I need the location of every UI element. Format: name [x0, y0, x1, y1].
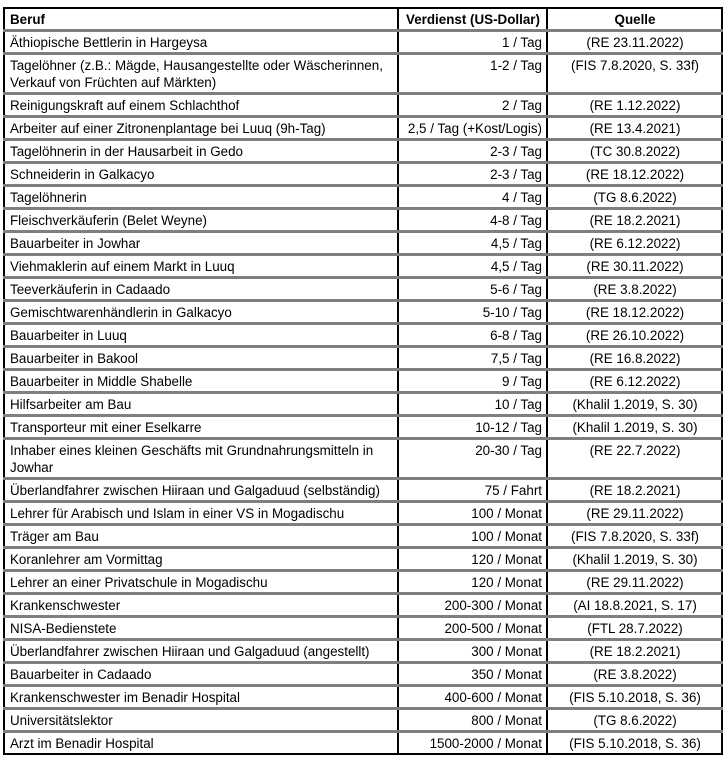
- cell-verdienst: 20-30 / Tag: [398, 439, 547, 479]
- table-row: [4, 140, 722, 163]
- cell-quelle: (Khalil 1.2019, S. 30): [547, 416, 722, 439]
- cell-verdienst: 9 / Tag: [398, 370, 547, 393]
- cell-beruf: Lehrer an einer Privatschule in Mogadischu: [4, 571, 398, 594]
- cell-verdienst: 7,5 / Tag: [398, 347, 547, 370]
- cell-quelle: (FIS 7.8.2020, S. 33f): [547, 525, 722, 548]
- cell-beruf: Krankenschwester: [4, 594, 398, 617]
- cell-beruf: Hilfsarbeiter am Bau: [4, 393, 398, 416]
- cell-beruf: Bauarbeiter in Middle Shabelle: [4, 370, 398, 393]
- cell-verdienst: 75 / Fahrt: [398, 479, 547, 502]
- cell-beruf: Tagelöhnerin in der Hausarbeit in Gedo: [4, 140, 398, 163]
- cell-beruf: Bauarbeiter in Luuq: [4, 324, 398, 347]
- table-row: [4, 439, 722, 479]
- cell-quelle: (FIS 5.10.2018, S. 36): [547, 732, 722, 755]
- cell-verdienst: 2,5 / Tag (+Kost/Logis): [398, 117, 547, 140]
- cell-verdienst: 350 / Monat: [398, 663, 547, 686]
- table-row: [4, 479, 722, 502]
- cell-beruf: Bauarbeiter in Bakool: [4, 347, 398, 370]
- cell-verdienst: 6-8 / Tag: [398, 324, 547, 347]
- cell-verdienst: 300 / Monat: [398, 640, 547, 663]
- cell-beruf: Reinigungskraft auf einem Schlachthof: [4, 94, 398, 117]
- table-row: [4, 255, 722, 278]
- cell-quelle: (AI 18.8.2021, S. 17): [547, 594, 722, 617]
- table-row: [4, 548, 722, 571]
- cell-verdienst: 800 / Monat: [398, 709, 547, 732]
- cell-verdienst: 200-300 / Monat: [398, 594, 547, 617]
- cell-quelle: (RE 1.12.2022): [547, 94, 722, 117]
- cell-quelle: (RE 29.11.2022): [547, 571, 722, 594]
- cell-quelle: (RE 18.2.2021): [547, 640, 722, 663]
- cell-beruf: Träger am Bau: [4, 525, 398, 548]
- cell-beruf: Bauarbeiter in Cadaado: [4, 663, 398, 686]
- cell-beruf: Lehrer für Arabisch und Islam in einer VS in Mogadischu: [4, 502, 398, 525]
- table-row: [4, 594, 722, 617]
- table-row: [4, 663, 722, 686]
- cell-quelle: (RE 18.12.2022): [547, 301, 722, 324]
- table-row: [4, 94, 722, 117]
- cell-verdienst: 5-10 / Tag: [398, 301, 547, 324]
- column-header-beruf: Beruf: [4, 8, 398, 31]
- cell-quelle: (TG 8.6.2022): [547, 709, 722, 732]
- table-row: [4, 416, 722, 439]
- cell-verdienst: 100 / Monat: [398, 502, 547, 525]
- cell-quelle: (Khalil 1.2019, S. 30): [547, 393, 722, 416]
- cell-beruf: Universitätslektor: [4, 709, 398, 732]
- cell-verdienst: 120 / Monat: [398, 571, 547, 594]
- table-row: [4, 686, 722, 709]
- table-row: [4, 732, 722, 755]
- cell-verdienst: 2-3 / Tag: [398, 163, 547, 186]
- cell-verdienst: 200-500 / Monat: [398, 617, 547, 640]
- cell-verdienst: 2 / Tag: [398, 94, 547, 117]
- cell-verdienst: 1 / Tag: [398, 31, 547, 54]
- cell-verdienst: 4,5 / Tag: [398, 255, 547, 278]
- column-header-verdienst: Verdienst (US-Dollar): [398, 8, 547, 31]
- cell-verdienst: 400-600 / Monat: [398, 686, 547, 709]
- table-row: [4, 502, 722, 525]
- cell-beruf: Transporteur mit einer Eselkarre: [4, 416, 398, 439]
- cell-quelle: (RE 26.10.2022): [547, 324, 722, 347]
- cell-quelle: (TC 30.8.2022): [547, 140, 722, 163]
- cell-beruf: Tagelöhnerin: [4, 186, 398, 209]
- cell-verdienst: 1-2 / Tag: [398, 54, 547, 94]
- table-row: [4, 31, 722, 54]
- cell-beruf: Arbeiter auf einer Zitronenplantage bei Luuq (9h-Tag): [4, 117, 398, 140]
- cell-verdienst: 4-8 / Tag: [398, 209, 547, 232]
- cell-beruf: Krankenschwester im Benadir Hospital: [4, 686, 398, 709]
- cell-beruf: Bauarbeiter in Jowhar: [4, 232, 398, 255]
- table-row: [4, 571, 722, 594]
- table-row: [4, 324, 722, 347]
- column-header-quelle: Quelle: [547, 8, 722, 31]
- table-row: [4, 347, 722, 370]
- table-row: [4, 640, 722, 663]
- table-row: [4, 186, 722, 209]
- cell-quelle: (RE 23.11.2022): [547, 31, 722, 54]
- cell-verdienst: 10-12 / Tag: [398, 416, 547, 439]
- cell-verdienst: 5-6 / Tag: [398, 278, 547, 301]
- cell-quelle: (RE 16.8.2022): [547, 347, 722, 370]
- cell-beruf: Schneiderin in Galkacyo: [4, 163, 398, 186]
- cell-verdienst: 2-3 / Tag: [398, 140, 547, 163]
- cell-quelle: (RE 18.12.2022): [547, 163, 722, 186]
- cell-quelle: (RE 3.8.2022): [547, 663, 722, 686]
- table-row: [4, 709, 722, 732]
- cell-quelle: (RE 13.4.2021): [547, 117, 722, 140]
- table-row: [4, 393, 722, 416]
- cell-quelle: (RE 6.12.2022): [547, 370, 722, 393]
- table-row: [4, 370, 722, 393]
- cell-beruf: Gemischtwarenhändlerin in Galkacyo: [4, 301, 398, 324]
- cell-quelle: (RE 18.2.2021): [547, 479, 722, 502]
- table-row: [4, 54, 722, 94]
- cell-quelle: (RE 6.12.2022): [547, 232, 722, 255]
- cell-quelle: (FIS 7.8.2020, S. 33f): [547, 54, 722, 94]
- cell-beruf: NISA-Bedienstete: [4, 617, 398, 640]
- table-row: [4, 525, 722, 548]
- cell-quelle: (RE 30.11.2022): [547, 255, 722, 278]
- cell-quelle: (FIS 5.10.2018, S. 36): [547, 686, 722, 709]
- cell-beruf: Teeverkäuferin in Cadaado: [4, 278, 398, 301]
- table-row: [4, 163, 722, 186]
- cell-beruf: Koranlehrer am Vormittag: [4, 548, 398, 571]
- cell-quelle: (RE 22.7.2022): [547, 439, 722, 479]
- cell-verdienst: 10 / Tag: [398, 393, 547, 416]
- cell-verdienst: 4,5 / Tag: [398, 232, 547, 255]
- table-row: [4, 117, 722, 140]
- table-row: [4, 232, 722, 255]
- cell-beruf: Fleischverkäuferin (Belet Weyne): [4, 209, 398, 232]
- table-row: [4, 209, 722, 232]
- cell-beruf: Überlandfahrer zwischen Hiiraan und Galgaduud (angestellt): [4, 640, 398, 663]
- table-row: [4, 278, 722, 301]
- cell-verdienst: 120 / Monat: [398, 548, 547, 571]
- cell-beruf: Überlandfahrer zwischen Hiiraan und Galgaduud (selbständig): [4, 479, 398, 502]
- header-row: [4, 8, 722, 31]
- cell-quelle: (FTL 28.7.2022): [547, 617, 722, 640]
- cell-beruf: Inhaber eines kleinen Geschäfts mit Grundnahrungsmitteln in Jowhar: [4, 439, 398, 479]
- wage-table: [3, 7, 723, 755]
- cell-quelle: (Khalil 1.2019, S. 30): [547, 548, 722, 571]
- cell-verdienst: 100 / Monat: [398, 525, 547, 548]
- cell-quelle: (RE 18.2.2021): [547, 209, 722, 232]
- cell-beruf: Arzt im Benadir Hospital: [4, 732, 398, 755]
- cell-quelle: (TG 8.6.2022): [547, 186, 722, 209]
- cell-quelle: (RE 3.8.2022): [547, 278, 722, 301]
- cell-quelle: (RE 29.11.2022): [547, 502, 722, 525]
- cell-beruf: Äthiopische Bettlerin in Hargeysa: [4, 31, 398, 54]
- cell-verdienst: 1500-2000 / Monat: [398, 732, 547, 755]
- cell-beruf: Viehmaklerin auf einem Markt in Luuq: [4, 255, 398, 278]
- cell-beruf: Tagelöhner (z.B.: Mägde, Hausangestellte oder Wäscherinnen, Verkauf von Früchten auf Märkten): [4, 54, 398, 94]
- cell-verdienst: 4 / Tag: [398, 186, 547, 209]
- table-row: [4, 301, 722, 324]
- table-row: [4, 617, 722, 640]
